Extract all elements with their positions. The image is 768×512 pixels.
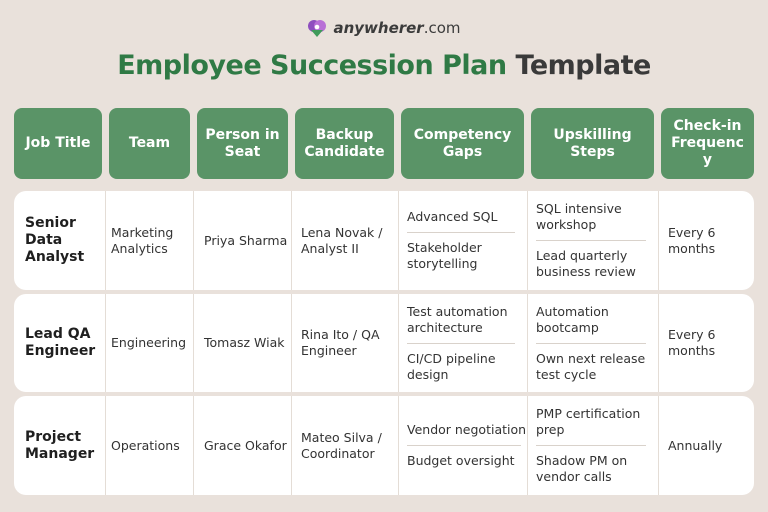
cell-steps	[536, 294, 654, 392]
cell-gaps	[407, 191, 523, 290]
header-backup-candidate: Backup Candidate	[295, 108, 394, 179]
cell-frequency: Every 6 months	[668, 224, 716, 256]
cell-person: Grace Okafor	[204, 437, 287, 453]
cell-steps	[536, 396, 654, 495]
header-team: Team	[109, 108, 190, 179]
page-title	[0, 50, 768, 81]
gap-item: Budget oversight	[407, 453, 515, 468]
cell-team: Engineering	[111, 335, 186, 350]
cell-person: Tomasz Wiak	[204, 335, 285, 350]
step-item: Lead quarterly business review	[536, 248, 636, 279]
logo-icon	[307, 18, 327, 38]
cell-steps	[536, 191, 654, 290]
gap-item: Test automation architecture	[407, 303, 508, 335]
cell-team: Marketing Analytics	[111, 224, 174, 256]
gap-item: Stakeholder storytelling	[407, 240, 482, 271]
step-item: PMP certification prep	[536, 406, 641, 437]
header-competency-gaps: Competency Gaps	[401, 108, 524, 179]
gap-item: Vendor negotiation	[407, 422, 527, 437]
step-item: SQL intensive workshop	[536, 201, 622, 232]
title-suffix: Template	[515, 50, 651, 81]
header-upskilling-steps: Upskilling Steps	[531, 108, 654, 179]
table-row	[14, 294, 754, 392]
gap-item: CI/CD pipeline design	[407, 350, 496, 382]
step-item: Automation bootcamp	[536, 303, 609, 335]
cell-job-title: Senior Data Analyst	[25, 215, 85, 265]
cell-backup: Rina Ito / QA Engineer	[301, 327, 380, 358]
cell-job-title: Lead QA Engineer	[25, 326, 96, 359]
cell-backup: Mateo Silva / Coordinator	[301, 429, 382, 461]
cell-job-title: Project Manager	[25, 428, 95, 462]
cell-gaps	[407, 294, 523, 392]
header-check-in-frequency: Check-in Frequency	[661, 108, 754, 179]
cell-backup: Lena Novak / Analyst II	[301, 224, 383, 256]
cell-team: Operations	[111, 437, 180, 453]
brand-logo	[0, 18, 768, 38]
cell-gaps	[407, 396, 529, 495]
table-row	[14, 396, 754, 495]
cell-frequency: Annually	[668, 437, 723, 453]
gap-item: Advanced SQL	[407, 209, 498, 224]
cell-frequency: Every 6 months	[668, 327, 716, 358]
title-main: Employee Succession Plan	[117, 50, 507, 81]
cell-person: Priya Sharma	[204, 232, 288, 248]
step-item: Shadow PM on vendor calls	[536, 453, 628, 484]
table-row	[14, 191, 754, 290]
header-job-title: Job Title	[14, 108, 102, 179]
brand-name: anywherer.com	[333, 19, 461, 37]
header-person-in-seat: Person in Seat	[197, 108, 288, 179]
step-item: Own next release test cycle	[536, 350, 646, 382]
